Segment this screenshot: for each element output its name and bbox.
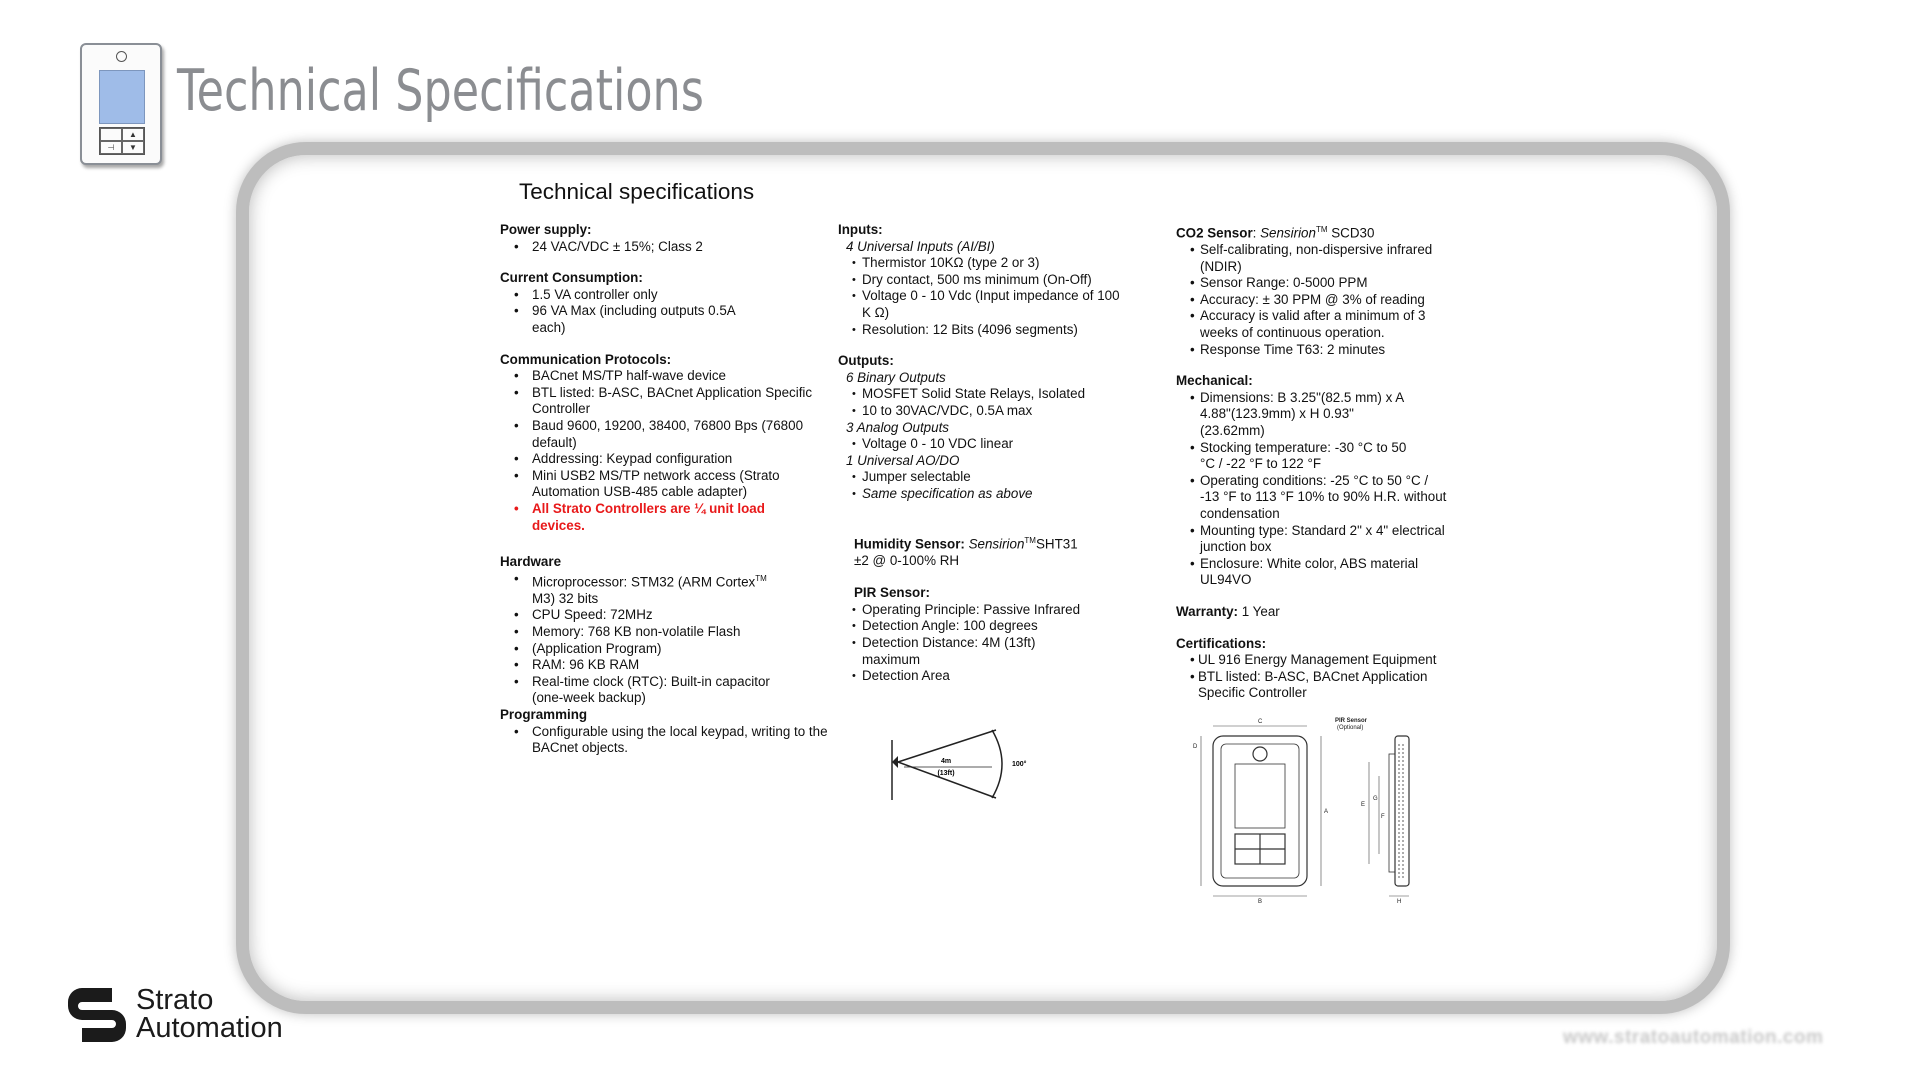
co2-heading: CO2 Sensor: Sensirion™ SCD30 (1176, 225, 1375, 241)
section-heading: Warranty: (1176, 603, 1239, 619)
list-item: • Same specification as above (838, 486, 1128, 503)
hardware-section (500, 554, 830, 707)
brand-name: Sensirion (968, 535, 1025, 551)
pir-sensor-section (838, 585, 1128, 685)
list-item: • Dry contact, 500 ms minimum (On-Off) (838, 272, 1128, 289)
thermostat-screen (99, 70, 145, 124)
list-item: • Operating Principle: Passive Infrared (838, 602, 1128, 619)
dim-label-h: H (1397, 899, 1402, 904)
list-item: • Dimensions: B 3.25"(82.5 mm) x A 4.88"(123.9mm) x H 0.93"(23.62mm) (1176, 390, 1415, 440)
power-supply-section (500, 222, 830, 255)
list-item: • Mounting type: Standard 2" x 4" electrical junction box (1176, 523, 1460, 556)
list-item (500, 571, 772, 608)
subheading: 4 Universal Inputs (AI/BI) (846, 238, 995, 254)
pir-sensor-dot (116, 51, 127, 62)
list-item: • Enclosure: White color, ABS material UL94VO (1176, 556, 1450, 589)
list-item: • 96 VA Max (including outputs 0.5A each) (500, 303, 762, 336)
list-item: • Mini USB2 MS/TP network access (Strato Automation USB-485 cable adapter) (500, 468, 812, 501)
list-item: • Baud 9600, 19200, 38400, 76800 Bps (76800 default) (500, 418, 830, 451)
dim-label-g: G (1373, 796, 1378, 802)
angle-label: 100° (1012, 761, 1027, 768)
list-item: • MOSFET Solid State Relays, Isolated (838, 386, 1128, 403)
list-item: • 10 to 30VAC/VDC, 0.5A max (838, 403, 1128, 420)
distance-m-label: 4m (940, 758, 952, 765)
section-heading: Inputs: (838, 222, 883, 237)
list-item: • Response Time T63: 2 minutes (1176, 342, 1456, 359)
pir-callout-optional: (Optional) (1337, 725, 1364, 731)
brand-name: Sensirion (1260, 225, 1316, 241)
section-heading: Humidity Sensor: (854, 535, 965, 551)
certifications-section (1176, 636, 1456, 702)
list-item: • Real-time clock (RTC): Built-in capacitor (one-week backup) (500, 674, 802, 707)
inputs-section (838, 222, 1128, 338)
distance-ft-label: (13ft) (937, 770, 955, 777)
outputs-section (838, 353, 1128, 502)
programming-section (500, 707, 830, 757)
list-item: • Accuracy: ± 30 PPM @ 3% of reading (1176, 292, 1456, 309)
list-item: • UL 916 Energy Management Equipment (1176, 652, 1456, 669)
list-item: • Detection Distance: 4M (13ft) maximum (838, 635, 1052, 668)
list-item: • Detection Area (838, 668, 1128, 685)
subheading: 1 Universal AO/DO (846, 452, 960, 468)
mechanical-section (1176, 373, 1456, 589)
co2-sensor-section (1176, 222, 1456, 358)
list-item: • 1.5 VA controller only (500, 287, 830, 304)
section-heading: Communication Protocols: (500, 351, 672, 367)
list-item: • RAM: 96 KB RAM (500, 657, 830, 674)
list-item: • Memory: 768 KB non-volatile Flash (500, 624, 830, 641)
strato-logo-icon (68, 988, 126, 1042)
list-item: • CPU Speed: 72MHz (500, 607, 830, 624)
list-item: • (Application Program) (500, 641, 830, 658)
list-item: • Voltage 0 - 10 VDC linear (838, 436, 1128, 453)
list-item: • Accuracy is valid after a minimum of 3 weeks of continuous operation. (1176, 308, 1450, 341)
trademark-mark: TM (1024, 535, 1036, 545)
cone-lower-edge (898, 762, 996, 798)
key-enter-icon: ⊣ (100, 141, 122, 154)
trademark-mark: TM (1315, 225, 1328, 234)
list-item: • Detection Angle: 100 degrees (838, 618, 1128, 635)
device-screen (1235, 764, 1285, 828)
dim-label-e: E (1361, 802, 1366, 808)
humidity-sensor-section (838, 533, 1128, 570)
thermostat-icon (80, 43, 162, 165)
spec-column-2 (838, 222, 1128, 685)
list-item: • Thermistor 10KΩ (type 2 or 3) (838, 255, 1128, 272)
section-heading: PIR Sensor: (854, 585, 930, 601)
footer-url[interactable]: www.stratoautomation.com (1563, 1027, 1824, 1048)
model-name: SCD30 (1331, 225, 1375, 241)
list-item: • Configurable using the local keypad, writing to the BACnet objects. (500, 724, 830, 757)
key-blank (100, 128, 122, 141)
sensor-shape (892, 756, 898, 768)
pir-callout-label: PIR Sensor (1335, 718, 1368, 724)
dimension-drawing (1185, 714, 1425, 904)
section-heading: Certifications: (1176, 635, 1267, 651)
list-item: • BTL listed: B-ASC, BACnet Application Specific Controller (1176, 669, 1448, 702)
section-heading: Hardware (500, 554, 562, 570)
spec-column-3 (1176, 222, 1456, 702)
microprocessor-text-end: M3) 32 bits (532, 590, 599, 606)
warranty-section (1176, 604, 1456, 621)
section-heading: Outputs: (838, 353, 894, 369)
warranty-value: 1 Year (1241, 603, 1280, 619)
subheading: 6 Binary Outputs (846, 369, 946, 385)
pir-detection-diagram (884, 722, 1044, 802)
humidity-heading (854, 533, 1128, 553)
logo-text-strato: Strato (136, 984, 214, 1016)
microprocessor-text: Microprocessor: STM32 (ARM Cortex (532, 574, 756, 590)
section-heading: Current Consumption: (500, 270, 643, 286)
key-up-icon: ▲ (122, 128, 144, 141)
subheading: 3 Analog Outputs (846, 419, 949, 435)
list-item: • BTL listed: B-ASC, BACnet Application Specific Controller (500, 385, 830, 418)
pir-sensor-circle (1253, 747, 1267, 761)
cone-arc (992, 730, 1002, 798)
list-item: • Voltage 0 - 10 Vdc (Input impedance of 100 K Ω) (838, 288, 1128, 321)
key-down-icon: ▼ (122, 141, 144, 154)
unit-load-note: • All Strato Controllers are ¼ unit load devices. (500, 501, 792, 534)
thermostat-keypad (99, 127, 145, 155)
dim-label-a: A (1324, 809, 1329, 815)
logo-text-automation: Automation (136, 1012, 283, 1044)
list-item: • Addressing: Keypad configuration (500, 451, 830, 468)
dim-label-f: F (1381, 814, 1385, 820)
current-consumption-section (500, 270, 830, 336)
list-item: • 24 VAC/VDC ± 15%; Class 2 (500, 239, 830, 256)
side-mount-plate (1389, 754, 1395, 872)
section-heading: Programming (500, 706, 588, 722)
section-heading: CO2 Sensor (1176, 225, 1253, 241)
list-item: • Self-calibrating, non-dispersive infrared (NDIR) (1176, 242, 1450, 275)
list-item: • Stocking temperature: -30 °C to 50 °C / -22 °F to 122 °F (1176, 440, 1425, 473)
side-profile (1395, 736, 1409, 886)
document-title: Technical specifications (519, 179, 755, 204)
list-item: • Resolution: 12 Bits (4096 segments) (838, 322, 1128, 339)
humidity-accuracy: ±2 @ 0-100% RH (854, 552, 960, 568)
communication-protocols-section (500, 352, 830, 535)
trademark-mark: TM (755, 573, 767, 583)
spec-column-1 (500, 222, 830, 757)
list-item: • BACnet MS/TP half-wave device (500, 368, 830, 385)
section-heading: Mechanical: (1176, 373, 1253, 389)
section-heading: Power supply: (500, 222, 592, 237)
list-item: • Sensor Range: 0-5000 PPM (1176, 275, 1456, 292)
list-item: • Jumper selectable (838, 469, 1128, 486)
dim-label-d: D (1193, 744, 1198, 750)
model-name: SHT31 (1035, 535, 1078, 551)
dim-label-b: B (1258, 899, 1263, 904)
page-title: Technical Specifications (177, 58, 704, 124)
list-item: • Operating conditions: -25 °C to 50 °C / -13 °F to 113 °F 10% to 90% H.R. without condensation (1176, 473, 1450, 523)
dim-label-c: C (1258, 719, 1263, 725)
